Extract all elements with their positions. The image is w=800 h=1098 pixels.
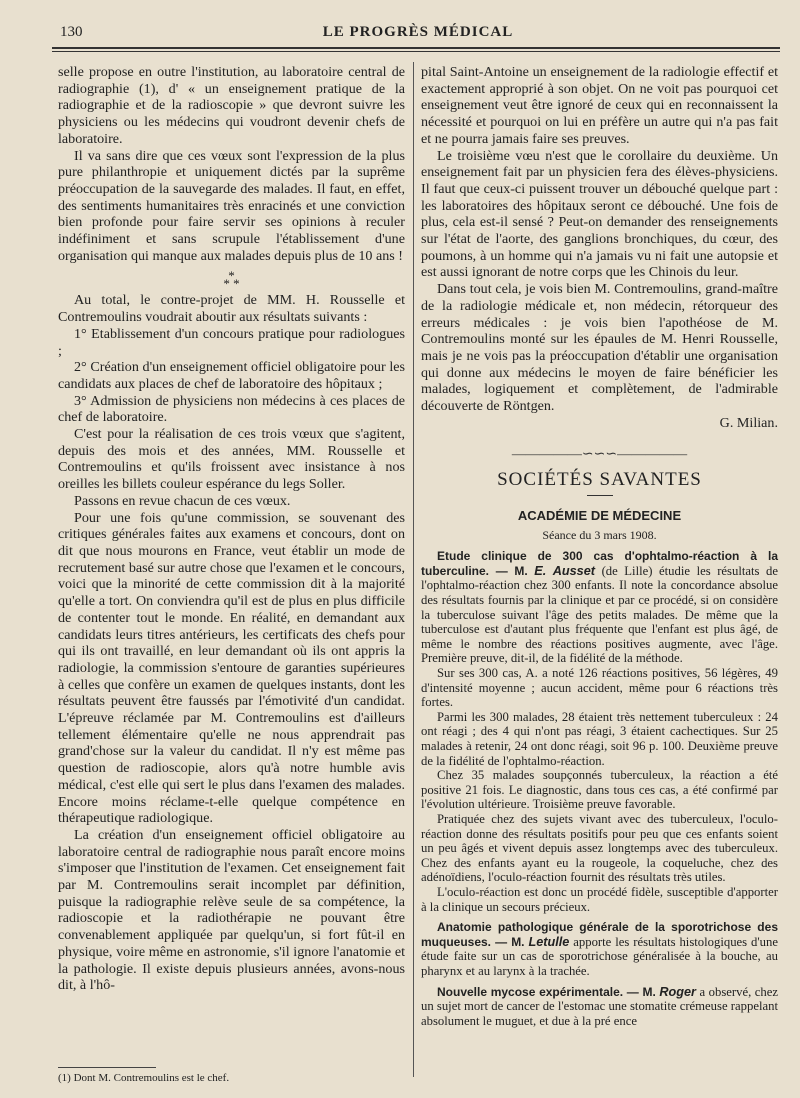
header-rule-thin <box>52 51 780 52</box>
journal-title: LE PROGRÈS MÉDICAL <box>322 24 514 40</box>
header-rule <box>52 47 780 49</box>
paragraph: Le troisième vœu n'est que le corollaire du deuxième. Un enseignement fait par un physicien fera des élèves-physiciens. Il faut que ceux-ci puissent trouver un débouché quelque part : les laboratoires des hôpitaux seront ce débouché. Une fois de plus, cela est-il sensé ? Peut-on demander des renseignements sur l'état de l'aorte, des ganglions bronchiques, du cœur, des poumons, à un homme qui n'a jamais vu ni fait une autopsie et est aussi ignorant de notre corps que les Chinois du leur. <box>421 147 778 281</box>
footnote: (1) Dont M. Contremoulins est le chef. <box>58 1072 230 1084</box>
left-column <box>58 64 405 994</box>
list-item: 1° Etablissement d'un concours pratique pour radiologues ; <box>58 325 405 359</box>
paragraph: Au total, le contre-projet de MM. H. Rousselle et Contremoulins voudrait aboutir aux résultats suivants : <box>58 292 405 326</box>
separator-stars: * * * <box>223 268 240 292</box>
page-number: 130 <box>60 24 83 40</box>
paragraph: selle propose en outre l'institution, au laboratoire central de radiographie (1), d' « un enseignement pratique de la radiographie et de la radioscopie » que devront suivre les physiciens ou les médecins qui voudront devenir chefs de laboratoire. <box>58 64 405 147</box>
academy-reports <box>421 549 778 1028</box>
session-date: Séance du 3 mars 1908. <box>542 527 657 542</box>
list-item: 3° Admission de physiciens non médecins à ces places de chef de laboratoire. <box>58 392 405 426</box>
report-paragraph: Pratiquée chez des sujets vivant avec des tuberculeux, l'oculo-réaction donne des résultats positifs pour peu que ces enfants soient un peu âgés et vivent depuis assez longtemps avec des tuberculeux. Chez des enfants ayant eu la rougeole, la coqueluche, chez des adénoïdiens, l'oculo-réaction fournit des résultats très utiles. <box>421 811 778 885</box>
report-paragraph: Parmi les 300 malades, 28 étaient très nettement tuberculeux : 24 ont réagi ; des 4 qui n'ont pas réagi, 3 étaient cachectiques. Sur 25 malades à retenir, 24 ont donc réagi, soit 96 p. 100. Deuxième preuve de la fidélité de l'ophtalmo-réaction. <box>421 709 778 768</box>
report-paragraph: Chez 35 malades soupçonnés tuberculeux, la réaction a été positive 21 fois. Le diagnostic, dans tous ces cas, a été confirmé par l'évolution ultérieure. Troisième preuve favorable. <box>421 768 778 812</box>
right-column <box>421 64 778 1028</box>
report-item: Nouvelle mycose expérimentale. — M. Roger a observé, chez un sujet mort de cancer de l'estomac une stomatite crémeuse rappelant absolument le muguet, et due à la pré ence <box>421 984 779 1028</box>
paragraph: Passons en revue chacun de ces vœux. <box>74 492 291 509</box>
author-signature: G. Milian. <box>719 414 778 431</box>
paragraph: Il va sans dire que ces vœux sont l'expression de la plus pure philanthropie et uniquement dictés par la suprême préoccupation de la sauvegarde des malades. Il faut, en effet, des sentiments humanitaires très enracinés et une conviction bien profonde pour faire servir ses opinions à reculer indéfiniment et sans scrupule l'établissement d'une organisation qui manque aux malades depuis plus de 10 ans ! <box>58 147 405 264</box>
section-ornament: —————∽∽∽————— <box>511 447 688 463</box>
paragraph: Pour une fois qu'une commission, se souvenant des critiques générales faites aux examens et concours, dont on dit que nous mourons en France, veut établir un mode de recrutement basé sur autre chose que l'examen et le concours, voici que la minorité de cette commission dit à la majorité qu'elle a tort. On conviendra qu'il est de plus en plus difficile de contenter tout le monde. En réalité, en demandant aux candidats leurs titres antérieurs, les certificats des chefs pour qui ils ont travaillé, en leur demandant où ils ont appris la radiologie, la commission s'entoure de garanties supérieures à celles que confère un examen de quelques instants, dont les résultats peuvent être faussés par l'émotivité d'un candidat. L'épreuve réclamée par M. Contremoulins est d'ailleurs tellement élémentaire qu'elle ne nous apprendrait pas grand'chose sur la valeur du candidat. Il n'y est même pas question de radioscopie, alors qu'à notre humble avis médical, c'est elle qui sert le plus dans l'examen des malades. Encore moins réclame-t-elle quelque compétence en thérapeutique radiologique. <box>58 509 405 827</box>
list-item: 2° Création d'un enseignement officiel obligatoire pour les candidats aux places de chef de laboratoire des hôpitaux ; <box>58 359 405 392</box>
paragraph: pital Saint-Antoine un enseignement de la radiologie effectif et exactement approprié à son objet. On ne voit pas pourquoi cet enseignement veut être ignoré de ceux qui en reconnaissent la nécessité et pourquoi on lui en préfère un autre qui n'a pas fait et ne pourra jamais faire ses preuves. <box>421 64 778 147</box>
academy-heading: ACADÉMIE DE MÉDECINE <box>517 507 682 523</box>
section-rule <box>587 495 613 496</box>
paragraph: Dans tout cela, je vois bien M. Contremoulins, grand-maître de la radiologie médicale et, non médecin, rétorqueur des erreurs médicales : je vois bien l'apothéose de M. Contremoulins monté sur les épaules de M. Henri Rousselle, mais je ne vois pas la préoccupation d'établir une organisation qui donne aux médecins le moyen de faire bénéficier les malades, logiquement et complètement, de l'admirable découverte de Röntgen. <box>421 281 778 415</box>
report-paragraph: L'oculo-réaction est donc un procédé fidèle, susceptible d'apporter à la clinique un secours précieux. <box>421 884 778 914</box>
report-item: Anatomie pathologique générale de la sporotrichose des muqueuses. — M. Letulle apporte les résultats histologiques d'une étude faite sur un cas de sporotrichose généralisée à la bouche, au pharynx et au larynx à la trachée. <box>421 920 778 978</box>
footnote-rule <box>58 1067 156 1068</box>
page-header <box>58 22 778 46</box>
section-title: SOCIÉTÉS SAVANTES <box>497 469 702 491</box>
report-paragraph: Sur ses 300 cas, A. a noté 126 réactions positives, 56 légères, 49 d'intensité moyenne ; aucun accident, même pour 6 réactions très fortes. <box>421 666 778 710</box>
paragraph: La création d'un enseignement officiel obligatoire au laboratoire central de radiographie nous paraît encore moins s'imposer que l'institution de l'examen. Cet enseignement fait par M. Contremoulins serait incomplet par définition, puisque la radiographie relève seule de sa compétence, la radioscopie et la radiothérapie ne pouvant être convenablement appliquée par quelqu'un, si fort fût-il en physique, voire même en astronomie, s'il ignore l'anatomie et la pathologie. Il existe depuis plusieurs années, avons-nous dit, à l'hô- <box>58 826 405 994</box>
paragraph: C'est pour la réalisation de ces trois vœux que s'agitent, depuis des mois et des années, MM. Rousselle et Contremoulins et qu'ils froissent avec insistance à nos oreilles les billets couleur espérance du legs Soller. <box>58 426 405 493</box>
report-item: Etude clinique de 300 cas d'ophtalmo-réaction à la tuberculine. — M. E. Ausset (de Lille) étudie les résultats de l'ophtalmo-réaction chez 300 enfants. Il note la concordance absolue des résultats fournis par la clinique et par ce procédé, si on considère la tuberculose suivant l'âge des petits malades. De même que la tuberculose est d'autant plus fréquente que l'enfant est plus âgé, de même le nombre des réactions positives augmente, avec l'âge. Première preuve, dit-il, de la fidélité de la méthode. <box>421 549 778 666</box>
column-separator <box>413 62 414 1077</box>
